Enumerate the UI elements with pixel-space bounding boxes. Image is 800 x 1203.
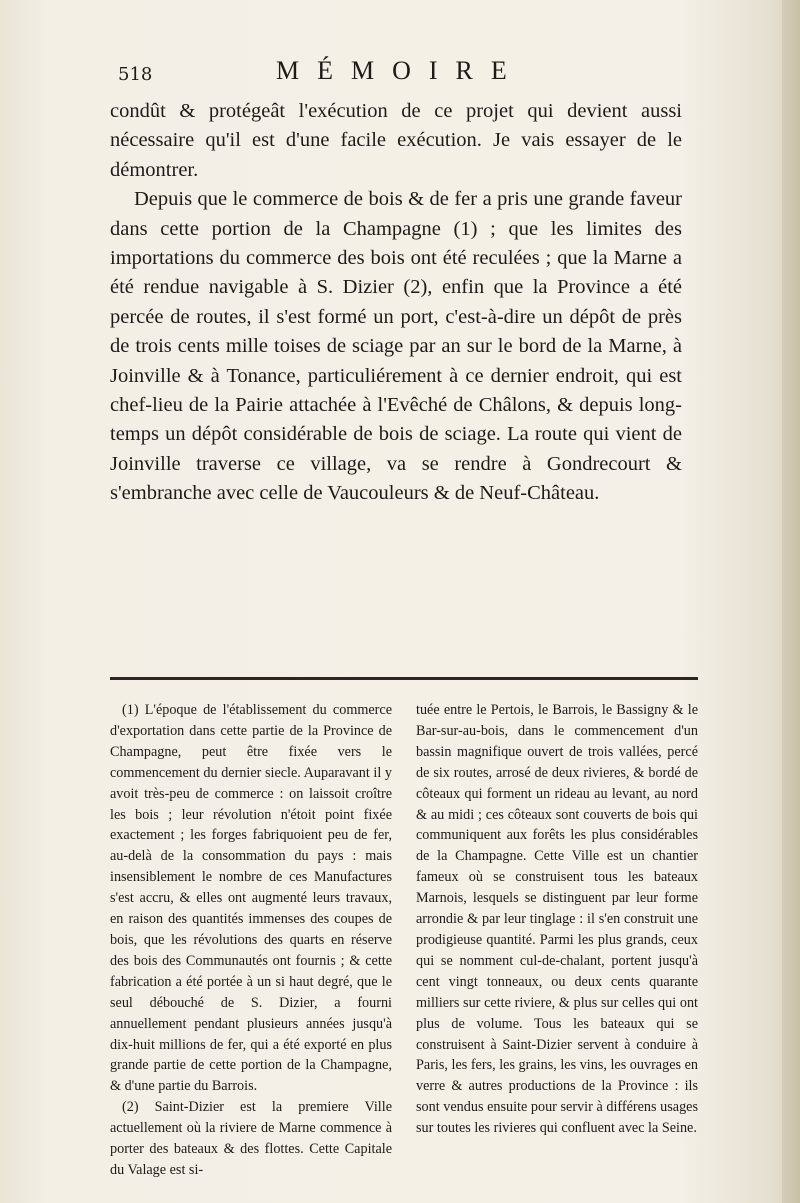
main-paragraph-2: Depuis que le commerce de bois & de fer a pris une grande faveur dans cette portion de la Champagne (1) ; que les limites des importations du commerce des bois ont été reculées ; que la Marne a été rendue navigable à S. Dizier (2), enfin que la Province a été percée de routes, il s'est formé un port, c'est-à-dire un dépôt de près de trois cents mille toises de sciage par an sur le bord de la Marne, à Joinville & à Tonance, particuliérement à ce dernier endroit, qui est chef-lieu de la Pairie attachée à l'Evêché de Châlons, & depuis long-temps un dépôt considérable de bois de sciage. La route qui vient de Joinville traverse ce village, va se rendre à Gondrecourt & s'embranche avec celle de Vaucouleurs & de Neuf-Château. xyxy=(110,188,682,505)
running-head: MÉMOIRE xyxy=(276,56,525,85)
main-paragraph-1: condût & protégeât l'exécution de ce projet qui devient aussi nécessaire qu'il est d'une facile exécution. Je vais essayer de le démontrer. xyxy=(110,100,682,181)
footnote-rule xyxy=(110,677,698,680)
footnote-1: (1) L'époque de l'établissement du commerce d'exportation dans cette partie de la Province de Champagne, peut être fixée vers le commencement du dernier siecle. Auparavant il y avoit très-peu de commerce : on laissoit croître les bois ; leur révolution n'étoit point fixée exactement ; les forges fabriquoient peu de fer, au-delà de la consommation du pays : mais insensiblement le nombre de ces Manufactures s'est accru, & elles ont augmenté leurs travaux, en raison des quantités immenses des coupes de bois, que les révolutions des quarts en réserve des bois des Communautés ont fournis ; & cette fabrication a été portée à un si haut degré, que le seul débouché de S. Dizier, a fourni annuellement pendant plusieurs années jusqu'à dix-huit millions de fer, qui a été exporté en plus grande partie de cette portion de la Champagne, & d'une partie du Barrois. xyxy=(110,702,392,1095)
page-header xyxy=(118,38,638,88)
footnote-2: (2) Saint-Dizier est la premiere Ville actuellement où la riviere de Marne commence à porter des bateaux & des flottes. Cette Capitale du Valage est si- xyxy=(110,1099,392,1178)
page-number: 518 xyxy=(118,64,153,85)
main-text xyxy=(110,97,682,509)
footnote-column-left xyxy=(110,700,392,1181)
footnote-2-continued: tuée entre le Pertois, le Barrois, le Bassigny & le Bar-sur-au-bois, dans le commencement d'un bassin magnifique ouvert de trois vallées, percé de six routes, arrosé de deux rivieres, & bordé de côteaux qui forment un rideau au levant, au nord & au midi ; ces côteaux sont couverts de bois qui communiquent aux forêts les plus considérables de la Champagne. Cette Ville est un chantier fameux où se construisent tous les bateaux Marnois, lesquels se distinguent par leur forme arrondie & par leur tinglage : il s'en construit une prodigieuse quantité. Parmi les plus grands, ceux qui se nomment cul-de-chalant, portent jusqu'à cent vingt tonneaux, ou deux cents quarante milliers sur cette riviere, & plus sur celles qui ont plus de volume. Tous les bateaux qui se construisent à Saint-Dizier servent à conduire à Paris, les fers, les grains, les vins, les ouvrages en verre & autres productions de la Province : ils sont vendus ensuite pour servir à différens usages sur toutes les rivieres qui confluent avec la Seine. xyxy=(416,702,698,1137)
footnote-column-right xyxy=(416,700,698,1181)
page-edge xyxy=(782,0,800,1203)
footnotes xyxy=(110,700,698,1181)
